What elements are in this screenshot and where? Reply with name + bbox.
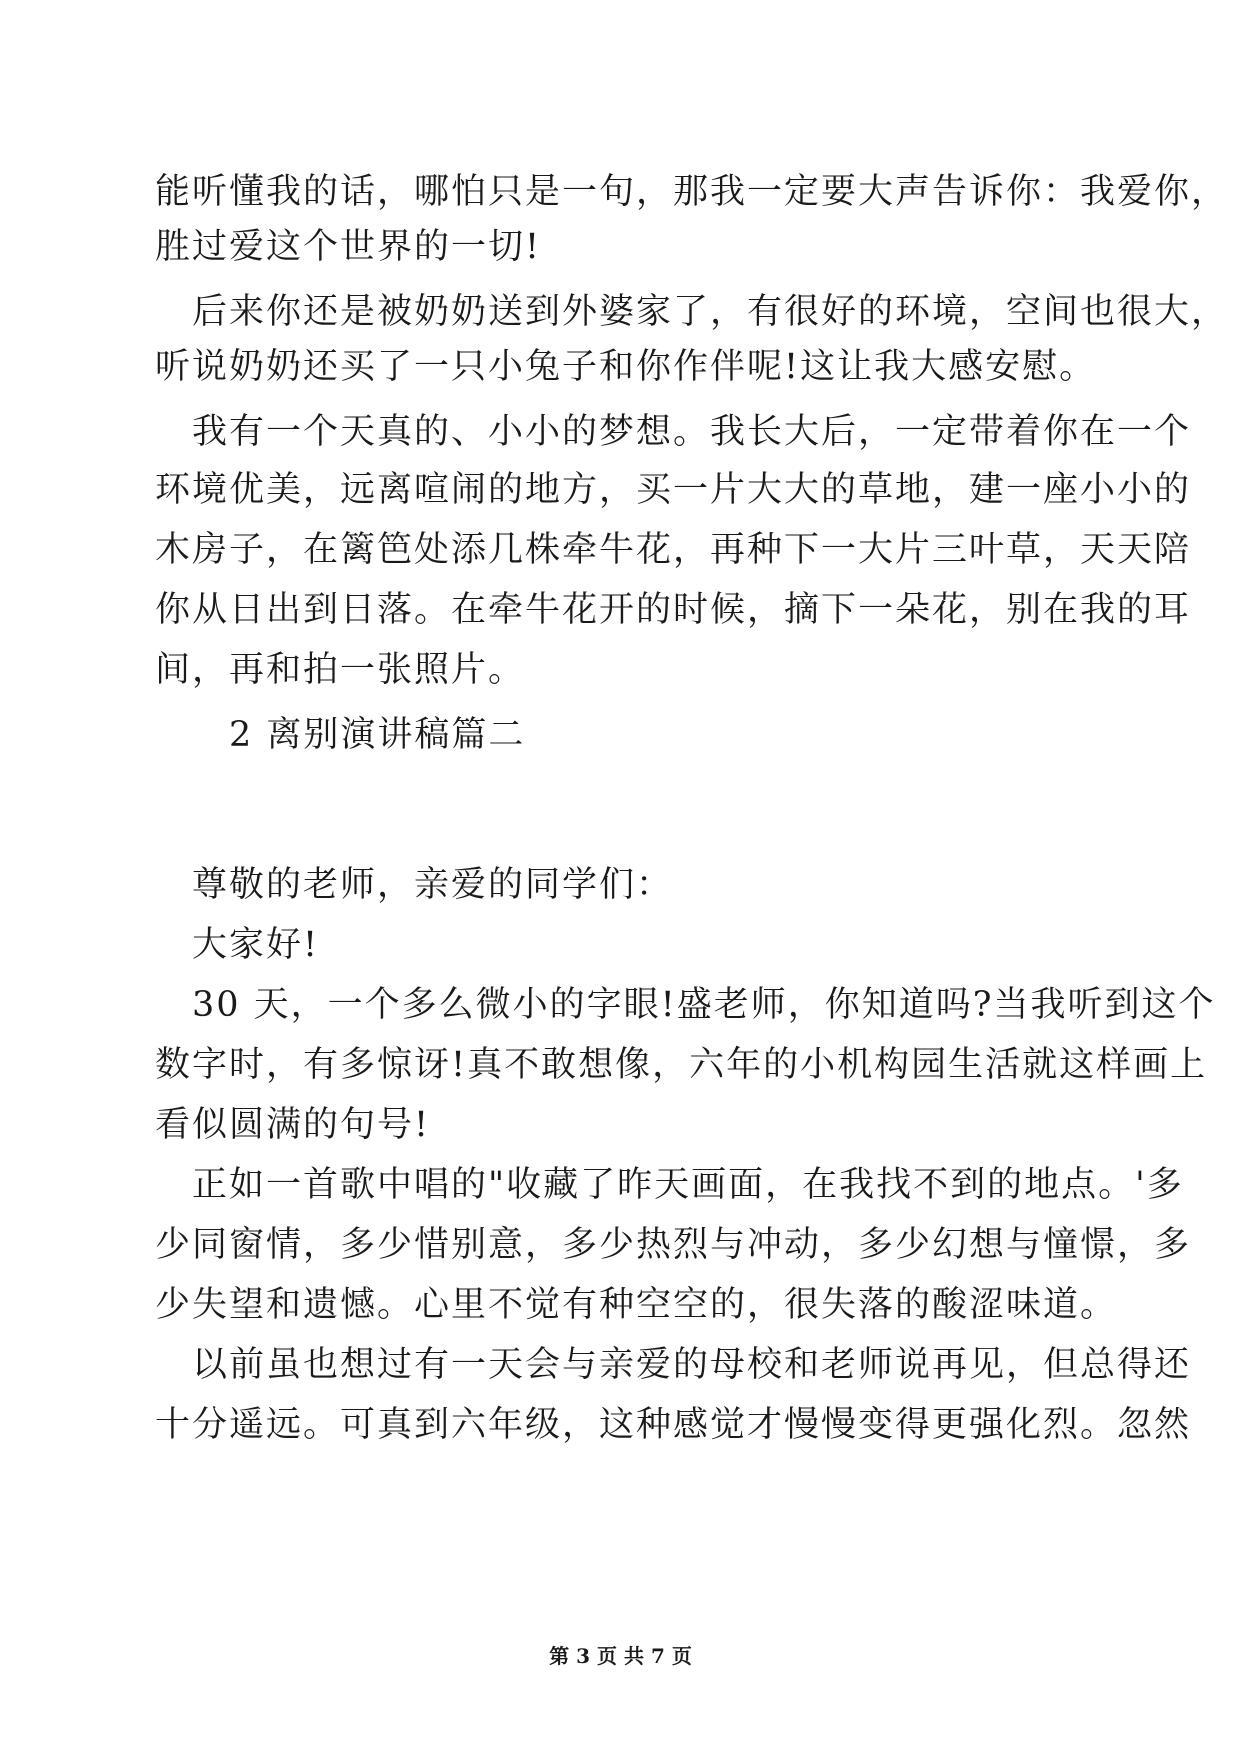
salutation: 尊敬的老师，亲爱的同学们： [155,865,674,905]
text-line: 30 天，一个多么微小的字眼!盛老师，你知道吗?当我听到这个 [155,985,1216,1025]
text-line: 少同窗情，多少惜别意，多少热烈与冲动，多少幻想与憧憬，多 [155,1225,1192,1265]
text-line: 听说奶奶还买了一只小兔子和你作伴呢!这让我大感安慰。 [155,347,1097,387]
text-line: 十分遥远。可真到六年级，这种感觉才慢慢变得更强化烈。忽然 [155,1405,1192,1445]
text-line: 间，再和拍一张照片。 [155,650,526,690]
text-line: 少失望和遗憾。心里不觉有种空空的，很失落的酸涩味道。 [155,1285,1118,1325]
text-line: 你从日出到日落。在牵牛花开的时候，摘下一朵花，别在我的耳 [155,590,1192,630]
text-line: 木房子，在篱笆处添几株牵牛花，再种下一大片三叶草，天天陪 [155,530,1192,570]
text-line: 以前虽也想过有一天会与亲爱的母校和老师说再见，但总得还 [155,1345,1192,1385]
text-line: 数字时，有多惊讶!真不敢想像，六年的小机构园生活就这样画上 [155,1045,1208,1085]
text-line: 胜过爱这个世界的一切! [155,227,542,267]
section-heading: 2 离别演讲稿篇二 [155,715,526,755]
text-line: 能听懂我的话，哪怕只是一句，那我一定要大声告诉你：我爱你， [155,172,1229,212]
page-footer: 第 3 页 共 7 页 [549,1644,692,1668]
text-line: 正如一首歌中唱的"收藏了昨天画面，在我找不到的地点。'多 [155,1165,1184,1205]
text-line: 我有一个天真的、小小的梦想。我长大后，一定带着你在一个 [155,412,1192,452]
text-line: 后来你还是被奶奶送到外婆家了，有很好的环境，空间也很大， [155,292,1229,332]
text-line: 环境优美，远离喧闹的地方，买一片大大的草地，建一座小小的 [155,470,1192,510]
greeting: 大家好! [155,925,320,965]
text-line: 看似圆满的句号! [155,1105,431,1145]
